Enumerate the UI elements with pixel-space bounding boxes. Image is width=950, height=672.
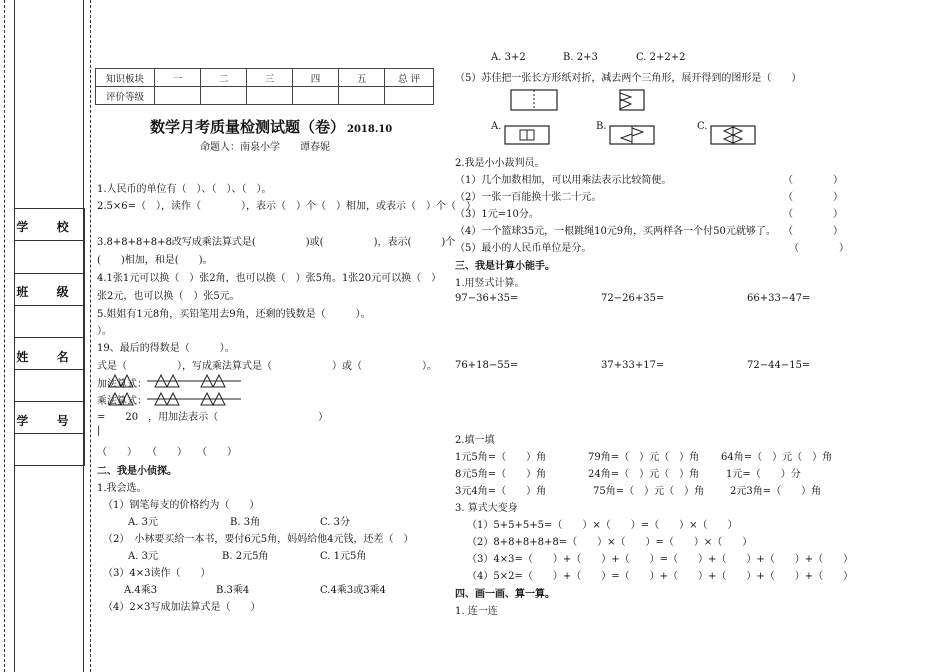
score-cell: 二 — [201, 69, 247, 87]
question-1: 1.人民币的单位有（ ）、（ ）、（ ）。 — [97, 184, 272, 195]
fill-item: 75角=（ ）元（ ）角 — [593, 486, 705, 497]
score-cell: 五 — [339, 69, 385, 87]
choose-heading: 1.我会选。 — [97, 483, 147, 494]
choice-q1: （1）钢笔每支的价格约为（ ） — [103, 500, 260, 511]
question-3b: ( )相加，和是( )。 — [97, 255, 213, 266]
fill-item: 1元5角=（ ）角 — [455, 452, 547, 463]
question-19: 19、最后的得数是（ ）。 — [97, 343, 235, 354]
label-name: 姓 名 — [16, 350, 81, 364]
triangle-figure-1 — [103, 373, 243, 389]
mul-label: 乘法算式： — [97, 396, 147, 407]
calc-item: 66+33−47= — [747, 293, 811, 304]
judge-answer-2[interactable]: （ ） — [783, 192, 843, 203]
bar-mark: | — [97, 425, 101, 436]
label-school: 学 校 — [16, 220, 81, 234]
section-3-heading: 三、我是计算小能手。 — [455, 261, 555, 272]
choice-q2: （2） 小林要买给一本书，要付6元5角，妈妈给他4元钱，还差（ ） — [103, 534, 414, 545]
author-line: 命题人：南泉小学 谭春妮 — [200, 142, 330, 153]
choice-q1-c[interactable]: C. 3分 — [320, 517, 351, 528]
option-label-a: A. — [491, 121, 502, 132]
fill-item: 3元4角=（ ）角 — [455, 486, 547, 497]
fold-line-left — [4, 0, 5, 672]
choice-q3-c[interactable]: C.4乘3或3乘4 — [320, 585, 386, 596]
fill-item: 79角=（ ）元（ ）角 — [588, 452, 700, 463]
fill-heading: 2.填一填 — [455, 435, 495, 446]
transform-item-2: （2）8+8+8+8+8=（ ）×（ ）=（ ）×（ ） — [467, 537, 753, 548]
score-cell: 知识板块 — [96, 69, 155, 87]
option-a-top[interactable]: A. 3+2 — [491, 52, 526, 63]
choice-q3: （3）4×3读作（ ） — [103, 568, 211, 579]
judge-answer-5[interactable]: （ ） — [789, 243, 849, 254]
option-label-c: C. — [697, 121, 708, 132]
calc-item: 76+18−55= — [455, 360, 519, 371]
score-input[interactable] — [247, 87, 293, 105]
add-label: 加法算式： — [97, 379, 147, 390]
transform-item-4: （4）5×2=（ ）+（ ）=（ ）+（ ）+（ ）+（ ）+（ ） — [467, 571, 854, 582]
fill-item: 8元5角=（ ）角 — [455, 469, 547, 480]
answer-figure-b[interactable] — [609, 125, 655, 145]
score-cell: 一 — [155, 69, 201, 87]
answer-figure-a[interactable] — [504, 125, 550, 145]
fill-item: 64角=（ ）元（ ）角 — [721, 452, 833, 463]
connect-heading: 1. 连一连 — [455, 606, 498, 617]
label-class: 班 级 — [16, 285, 81, 299]
option-b-top[interactable]: B. 2+3 — [563, 52, 598, 63]
score-input[interactable] — [293, 87, 339, 105]
score-cell: 四 — [293, 69, 339, 87]
calc-item: 72−44−15= — [747, 360, 811, 371]
judge-answer-1[interactable]: （ ） — [783, 175, 843, 186]
question-4a: 4.1张1元可以换（ ）张2角，也可以换（ ）张5角。1张20元可以换（ ） — [97, 273, 442, 284]
fill-item: 24角=（ ）元（ ）角 — [588, 469, 700, 480]
choice-q2-a[interactable]: A. 3元 — [128, 551, 158, 562]
score-input[interactable] — [155, 87, 201, 105]
question-5a: 5.姐姐有1元8角，买铅笔用去9角，还剩的钱数是（ ）。 — [97, 309, 371, 320]
choice-q1-a[interactable]: A. 3元 — [128, 517, 158, 528]
triangle-figure-2 — [103, 391, 243, 407]
judge-item-5: （5）最小的人民币单位是分。 — [455, 243, 592, 254]
option-label-b: B. — [596, 121, 607, 132]
equals-line: = 20 ，用加法表示（ ） — [97, 412, 329, 423]
transform-heading: 3. 算式大变身 — [455, 503, 518, 514]
choice-q4: （4）2×3写成加法算式是（ ） — [103, 602, 261, 613]
calc-item: 37+33+17= — [601, 360, 665, 371]
exam-date: 2018.10 — [347, 124, 393, 135]
choice-q3-a[interactable]: A.4乘3 — [124, 585, 158, 596]
score-input[interactable] — [385, 87, 434, 105]
fold-line-right — [90, 0, 91, 672]
section-2-heading: 二、我是小侦探。 — [97, 466, 177, 477]
question-fold: （5）苏佳把一张长方形纸对折，减去两个三角形，展开得到的图形是（ ） — [455, 73, 802, 84]
answer-figure-c[interactable] — [710, 125, 756, 145]
judge-item-4: （4）一个篮球35元，一根跳绳10元9角，买两样各一个付50元就够了。 — [455, 226, 776, 237]
judge-item-3: （3）1元=10分。 — [455, 209, 539, 220]
judge-heading: 2.我是小小裁判员。 — [455, 158, 545, 169]
score-cell: 三 — [247, 69, 293, 87]
judge-item-2: （2）一张一百能换十张二十元。 — [455, 192, 602, 203]
question-2: 2.5×6=（ ），读作（ ），表示（ ）个（ ）相加，或表示（ ）个（ ） — [97, 201, 477, 212]
question-3a: 3.8+8+8+8+8改写成乘法算式是( )或( )，表示( )个 — [97, 237, 456, 248]
option-c-top[interactable]: C. 2+2+2 — [636, 52, 686, 63]
choice-q1-b[interactable]: B. 3角 — [230, 517, 261, 528]
choice-q2-c[interactable]: C. 1元5角 — [320, 551, 367, 562]
judge-item-1: （1）几个加数相加，可以用乘法表示比较简便。 — [455, 175, 672, 186]
transform-item-1: （1）5+5+5+5=（ ）×（ ）=（ ）×（ ） — [467, 520, 738, 531]
folded-paper-figure — [510, 89, 558, 111]
judge-answer-4[interactable]: （ ） — [783, 226, 843, 237]
page-title: 数学月考质量检测试题（卷） — [150, 118, 346, 136]
section-4-heading: 四、画一画、算一算。 — [455, 589, 555, 600]
label-number: 学 号 — [16, 414, 81, 428]
fill-item: 2元3角=（ ）角 — [730, 486, 822, 497]
choice-q3-b[interactable]: B.3乘4 — [216, 585, 250, 596]
fill-item: 1元=（ ）分 — [726, 469, 801, 480]
score-cell: 总 评 — [385, 69, 434, 87]
question-19b: 式是（ ），写成乘法算式是（ ）或（ ）。 — [97, 361, 437, 372]
vertical-calc-heading: 1.用竖式计算。 — [455, 278, 525, 289]
cut-paper-figure — [619, 89, 645, 111]
paren-row: （ ） （ ） （ ） — [97, 447, 237, 458]
transform-item-3: （3）4×3=（ ）+（ ）+（ ）=（ ）+（ ）+（ ）+（ ） — [467, 554, 854, 565]
choice-q2-b[interactable]: B. 2元5角 — [222, 551, 269, 562]
question-5b: ）。 — [97, 326, 112, 337]
question-4b: 张2元，也可以换（ ）张5元。 — [97, 291, 240, 302]
score-input[interactable] — [339, 87, 385, 105]
calc-item: 72−26+35= — [601, 293, 665, 304]
score-input[interactable] — [201, 87, 247, 105]
calc-item: 97−36+35= — [455, 293, 519, 304]
score-table — [95, 68, 434, 105]
judge-answer-3[interactable]: （ ） — [783, 209, 843, 220]
score-cell: 评价等级 — [96, 87, 155, 105]
